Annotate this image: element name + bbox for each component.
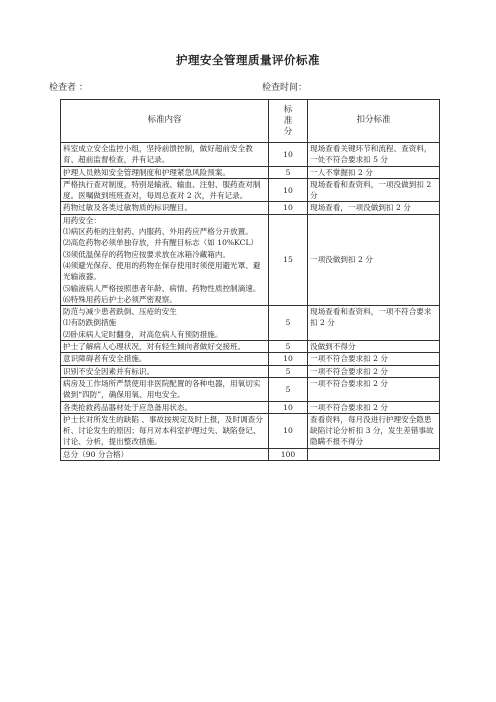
inspector-label: 检查者 ：: [49, 83, 88, 93]
row-deduction: 现场查看和查资料，一项不符合要求扣 2 分: [308, 306, 440, 341]
row-score: 5: [269, 306, 308, 341]
total-score: 100: [269, 448, 308, 460]
content-line: 防范与减少患者跌倒、压疮的安生: [63, 307, 177, 317]
row-content: 护士了解病人心理状况，对有轻生倾向者做好交接班。: [61, 341, 269, 353]
content-line: ⑹特殊用药后护士必须严密观察。: [63, 294, 177, 304]
content-line: ⑵卧床病人定时翻身，对高危病人有预防措施。: [63, 329, 223, 339]
table-header-row: [61, 100, 440, 143]
row-score: 15: [269, 214, 308, 305]
row-content: 意识障碍者有安全措施。: [61, 353, 269, 365]
document-title: 护理安全管理质量评价标准: [176, 53, 320, 67]
row-score: 10: [269, 353, 308, 365]
content-line: ⑵高危药物必须单独存放，并有醒目标志（如 10%KCL）: [63, 238, 259, 248]
table-row: [61, 143, 440, 167]
table-row: [61, 401, 440, 413]
row-content: 科室成立安全监控小组，坚持前馈控制，做好超前安全教育、超前监督检查，并有记录。: [61, 143, 269, 167]
table-row: [61, 377, 440, 401]
header-score-char: 准: [283, 115, 293, 126]
row-content: [61, 306, 269, 341]
header-score-char: 分: [283, 126, 293, 137]
inspection-date-label: 检查时间：: [262, 83, 308, 93]
table-row: [61, 166, 440, 178]
row-deduction: 一项不符合要求扣 2 分: [308, 365, 440, 377]
header-score-char: 标: [283, 104, 293, 115]
content-line: ⑸输液病人严格按照患者年龄、病情、药物性质控制滴速。: [63, 283, 261, 293]
row-deduction: 现场查看关键环节和流程、查资料，一处不符合要求扣 5 分: [308, 143, 440, 167]
row-score: 5: [269, 166, 308, 178]
header-deduction: 扣分标准: [308, 100, 440, 143]
content-line: ⑴有防跌倒措施: [63, 318, 117, 328]
row-deduction: 一人不掌握扣 2 分: [308, 166, 440, 178]
table-row: [61, 413, 440, 448]
table-row: [61, 341, 440, 353]
table-row: [61, 306, 440, 341]
row-score: 5: [269, 365, 308, 377]
row-deduction: 一项不符合要求扣 2 分: [308, 401, 440, 413]
total-deduction: [308, 448, 440, 460]
content-line: ⑴病区药柜的注射药、内服药、外用药应严格分开放置。: [63, 227, 253, 237]
table-row: [61, 353, 440, 365]
row-content: 护士长对所发生的缺陷 、事故按规定及时上报，及时调查分析、讨论发生的原因；每月对本科室护理过失、缺陷登记、讨论、分析，提出整改措施。: [61, 413, 269, 448]
row-score: 10: [269, 413, 308, 448]
header-content: 标准内容: [61, 100, 269, 143]
content-line: ⑷须避光保存、使用的药物在保存使用时须使用避光罩、避光输液器。: [63, 260, 261, 282]
row-content: 各类抢救药品器材处于应急备用状态。: [61, 401, 269, 413]
evaluation-table: [60, 99, 440, 461]
total-label: 总分（90 分合格）: [61, 448, 269, 460]
row-score: 10: [269, 401, 308, 413]
row-deduction: 一项没做到扣 2 分: [308, 214, 440, 305]
row-deduction: 现场查看，一项没做到扣 2 分: [308, 202, 440, 214]
content-line: ⑶须低温保存的药物应按要求放在冰箱冷藏箱内。: [63, 249, 231, 259]
row-deduction: 现场查看和查资料，一项没做到扣 2 分: [308, 178, 440, 202]
table-row: [61, 214, 440, 305]
row-score: 10: [269, 143, 308, 167]
row-content: 严格执行查对制度，特别是输液、输血、注射、服药查对制度。医嘱做到班班查对，每周总查对 2 次，并有记录。: [61, 178, 269, 202]
header-score: [269, 100, 308, 143]
table-row: [61, 178, 440, 202]
table-row: [61, 202, 440, 214]
table-row: [61, 365, 440, 377]
row-deduction: 没做到不得分: [308, 341, 440, 353]
row-score: 5: [269, 341, 308, 353]
row-deduction: 一项不符合要求扣 2 分: [308, 353, 440, 365]
row-content: 病房及工作场所严禁使用非医院配置的各种电器，用氧切实做到“四防”，确保用氧、用电安全。: [61, 377, 269, 401]
row-deduction: 一项不符合要求扣 2 分: [308, 377, 440, 401]
row-content: 药物过敏及各类过敏物质的标识醒目。: [61, 202, 269, 214]
row-score: 10: [269, 178, 308, 202]
table-total-row: [61, 448, 440, 460]
row-content: 护理人员熟知安全管理制度和护理紧急风险预案。: [61, 166, 269, 178]
content-line: 用药安全：: [63, 215, 101, 225]
row-content: 识别不安全因素并有标识。: [61, 365, 269, 377]
row-score: 5: [269, 377, 308, 401]
row-score: 10: [269, 202, 308, 214]
row-deduction: 查看资料，每月没进行护理安全隐患缺陷讨论分析扣 3 分，发生差错事故隐瞒不报不得分: [308, 413, 440, 448]
row-content: [61, 214, 269, 305]
